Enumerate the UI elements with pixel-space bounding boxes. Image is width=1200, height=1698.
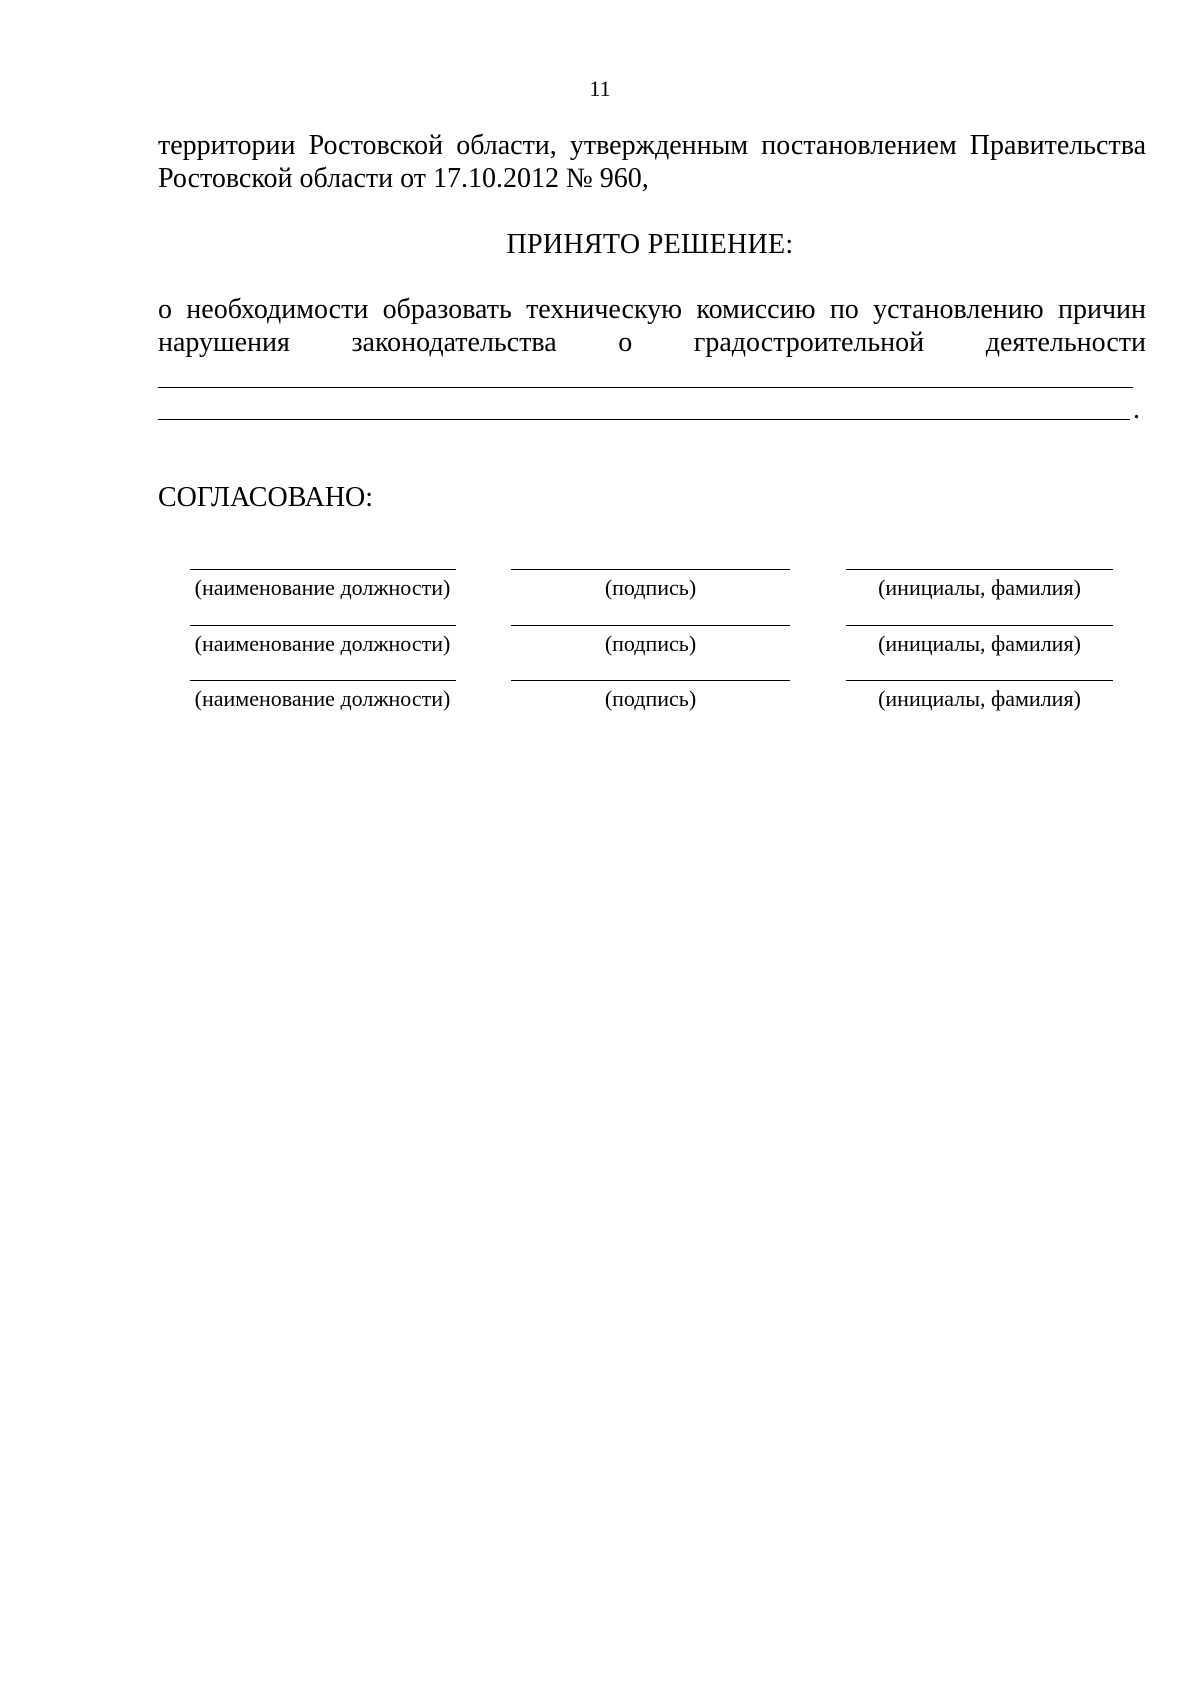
intro-line-1: территории Ростовской области, утвержденным постановлением Правительства	[158, 130, 1146, 161]
signature-row	[0, 680, 1200, 720]
signature-caption: (подпись)	[604, 686, 697, 711]
signature-row	[0, 625, 1200, 665]
name-field	[846, 680, 1113, 712]
fill-in-period: .	[1133, 394, 1140, 425]
signature-row	[0, 569, 1200, 609]
name-caption: (инициалы, фамилия)	[878, 686, 1081, 711]
position-field	[180, 680, 465, 712]
position-line	[190, 680, 456, 681]
decision-heading: ПРИНЯТО РЕШЕНИЕ:	[506, 229, 794, 260]
signature-line	[511, 625, 790, 626]
fill-in-line-2	[158, 419, 1130, 420]
name-caption: (инициалы, фамилия)	[878, 631, 1081, 656]
intro-paragraph	[158, 129, 1146, 195]
signature-line	[511, 569, 790, 570]
name-caption: (инициалы, фамилия)	[878, 575, 1081, 600]
position-caption: (наименование должности)	[194, 686, 451, 711]
signature-caption: (подпись)	[604, 631, 697, 656]
decision-line-1: о необходимости образовать техническую комиссию по установлению причин	[158, 294, 1146, 325]
agreed-heading: СОГЛАСОВАНО:	[158, 482, 374, 513]
name-line	[846, 625, 1113, 626]
decision-paragraph	[158, 293, 1146, 359]
name-field	[846, 625, 1113, 657]
position-caption: (наименование должности)	[194, 631, 451, 656]
decision-line-2: нарушения законодательства о градостроительной деятельности	[158, 327, 1146, 358]
page-number: 11	[589, 76, 611, 101]
position-field	[180, 625, 465, 657]
position-caption: (наименование должности)	[194, 575, 451, 600]
signature-caption: (подпись)	[604, 575, 697, 600]
position-line	[190, 569, 456, 570]
name-line	[846, 680, 1113, 681]
signature-field	[511, 680, 790, 712]
intro-line-2: Ростовской области от 17.10.2012 № 960,	[158, 163, 649, 194]
name-line	[846, 569, 1113, 570]
position-line	[190, 625, 456, 626]
position-field	[180, 569, 465, 601]
signature-line	[511, 680, 790, 681]
signature-field	[511, 569, 790, 601]
signature-field	[511, 625, 790, 657]
name-field	[846, 569, 1113, 601]
fill-in-line-1	[158, 387, 1133, 388]
